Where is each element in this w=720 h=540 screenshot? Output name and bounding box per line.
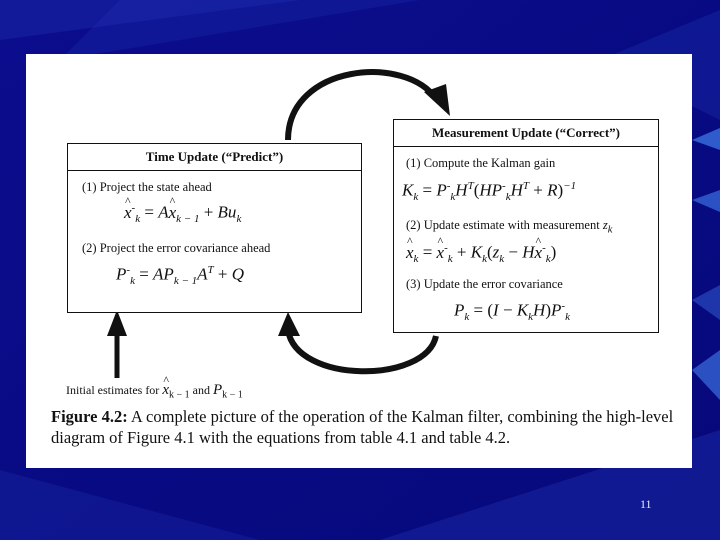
initial-estimates-label: Initial estimates for ^ $x_{k - 1}$ and $P_{k - 1}$: [66, 382, 243, 400]
initial-estimates-and: and: [192, 383, 210, 397]
measurement-variable-sub: k: [607, 224, 613, 236]
covariance-prediction-equation: $P^-_k = AP_{k - 1}A^T + Q$: [116, 264, 245, 288]
measurement-update-step2-label: (2) Update estimate with measurement: [406, 218, 600, 232]
arrow-correct-to-predict: [288, 330, 436, 371]
state-update-equation: ^ $x_k$ = ^ $x^-_k + K_k(z_k$ − H^ $x^-_k$): [406, 242, 556, 265]
initial-state-symbol: ^ x: [162, 382, 169, 399]
figure-caption: [51, 406, 681, 448]
measurement-update-step1: (1) Compute the Kalman gain: [406, 156, 556, 170]
caption-text: A complete picture of the operation of the Kalman filter, combining the high-level diagram of Figure 4.1 with the equations from table 4.1 and table 4.2.: [51, 407, 674, 447]
page-number: 11: [640, 497, 652, 511]
time-update-step2: (2) Project the error covariance ahead: [82, 241, 271, 255]
caption-label: Figure 4.2:: [51, 407, 128, 426]
measurement-variable: z: [602, 218, 608, 232]
arrow-initial-estimates-head: [107, 310, 127, 336]
kalman-gain-equation: $K_k = P^-_kH^T(HP^-_kH^T + R)^{-1}$: [402, 180, 577, 204]
time-update-step1: (1) Project the state ahead: [82, 180, 212, 194]
state-prediction-equation: ^ $x^-_k$ = A^ $x_{k - 1} + Bu_k$: [124, 202, 241, 225]
covariance-update-equation: $P_k = (I - K_kH)P^-_k$: [454, 300, 570, 324]
initial-estimates-text: Initial estimates for: [66, 383, 160, 397]
kalman-filter-figure: [26, 54, 692, 468]
time-update-title: Time Update (“Predict”): [68, 144, 361, 171]
time-update-box: [67, 143, 362, 313]
measurement-update-title: Measurement Update (“Correct”): [394, 120, 658, 147]
measurement-update-step3: (3) Update the error covariance: [406, 277, 563, 291]
measurement-update-box: [393, 119, 659, 333]
arrow-correct-to-predict-head: [278, 312, 300, 336]
initial-covariance-symbol: P: [212, 382, 223, 398]
